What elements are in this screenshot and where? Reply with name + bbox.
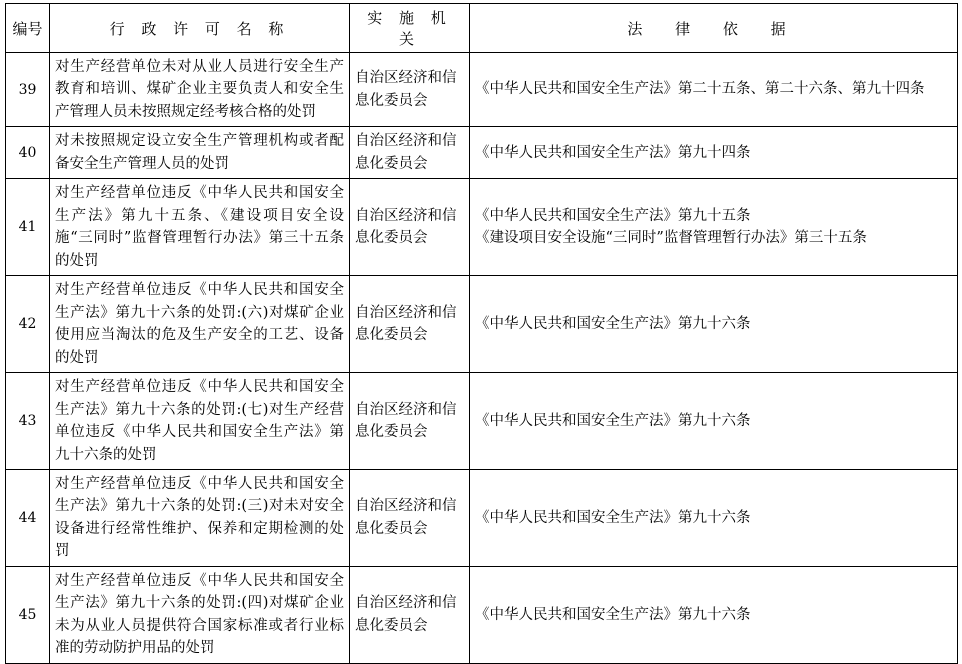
cell-permit-name: 对生产经营单位违反《中华人民共和国安全生产法》第九十六条的处罚:(四)对煤矿企业未为从业人员提供符合国家标准或者行业标准的劳动防护用品的处罚 [50, 566, 350, 663]
cell-legal-basis [470, 566, 958, 663]
cell-legal-basis [470, 53, 958, 127]
column-header-no: 编号 [6, 4, 50, 53]
legal-basis-line: 《中华人民共和国安全生产法》第九十六条 [475, 315, 751, 332]
cell-org: 自治区经济和信息化委员会 [350, 127, 470, 179]
table-row [6, 469, 958, 566]
cell-org: 自治区经济和信息化委员会 [350, 469, 470, 566]
table-row [6, 566, 958, 663]
legal-basis-line: 《中华人民共和国安全生产法》第九十六条 [475, 509, 751, 526]
table-body [6, 53, 958, 664]
legal-basis-line: 《中华人民共和国安全生产法》第九十四条 [475, 144, 751, 161]
table-header [6, 4, 958, 53]
cell-no: 41 [6, 179, 50, 276]
cell-no: 39 [6, 53, 50, 127]
cell-org: 自治区经济和信息化委员会 [350, 373, 470, 470]
legal-basis-line: 《中华人民共和国安全生产法》第九十五条 [475, 207, 751, 224]
cell-org: 自治区经济和信息化委员会 [350, 179, 470, 276]
cell-permit-name: 对生产经营单位违反《中华人民共和国安全生产法》第九十六条的处罚:(七)对生产经营单位违反《中华人民共和国安全生产法》第九十六条的处罚 [50, 373, 350, 470]
legal-basis-line: 《中华人民共和国安全生产法》第九十六条 [475, 412, 751, 429]
cell-org: 自治区经济和信息化委员会 [350, 53, 470, 127]
column-header-name: 行 政 许 可 名 称 [50, 4, 350, 53]
cell-org: 自治区经济和信息化委员会 [350, 276, 470, 373]
table-row [6, 53, 958, 127]
cell-legal-basis [470, 127, 958, 179]
cell-legal-basis [470, 373, 958, 470]
legal-basis-line: 《中华人民共和国安全生产法》第九十六条 [475, 606, 751, 623]
legal-basis-line: 《中华人民共和国安全生产法》第二十五条、第二十六条、第九十四条 [475, 81, 925, 98]
cell-permit-name: 对未按照规定设立安全生产管理机构或者配备安全生产管理人员的处罚 [50, 127, 350, 179]
administrative-permit-table [5, 3, 958, 664]
column-header-org: 实 施 机 关 [350, 4, 470, 53]
cell-permit-name: 对生产经营单位未对从业人员进行安全生产教育和培训、煤矿企业主要负责人和安全生产管理人员未按照规定经考核合格的处罚 [50, 53, 350, 127]
table-row [6, 276, 958, 373]
document-page [0, 3, 962, 657]
cell-legal-basis [470, 179, 958, 276]
cell-legal-basis [470, 276, 958, 373]
table-header-row [6, 4, 958, 53]
cell-permit-name: 对生产经营单位违反《中华人民共和国安全生产法》第九十六条的处罚:(三)对未对安全设备进行经常性维护、保养和定期检测的处罚 [50, 469, 350, 566]
cell-permit-name: 对生产经营单位违反《中华人民共和国安全生产法》第九十五条、《建设项目安全设施“三同时”监督管理暂行办法》第三十五条的处罚 [50, 179, 350, 276]
cell-no: 45 [6, 566, 50, 663]
cell-legal-basis [470, 469, 958, 566]
table-row [6, 373, 958, 470]
column-header-basis: 法 律 依 据 [470, 4, 958, 53]
cell-no: 40 [6, 127, 50, 179]
cell-permit-name: 对生产经营单位违反《中华人民共和国安全生产法》第九十六条的处罚:(六)对煤矿企业使用应当淘汰的危及生产安全的工艺、设备的处罚 [50, 276, 350, 373]
cell-org: 自治区经济和信息化委员会 [350, 566, 470, 663]
cell-no: 42 [6, 276, 50, 373]
table-row [6, 179, 958, 276]
cell-no: 44 [6, 469, 50, 566]
legal-basis-line: 《建设项目安全设施“三同时”监督管理暂行办法》第三十五条 [475, 230, 867, 247]
table-row [6, 127, 958, 179]
cell-no: 43 [6, 373, 50, 470]
